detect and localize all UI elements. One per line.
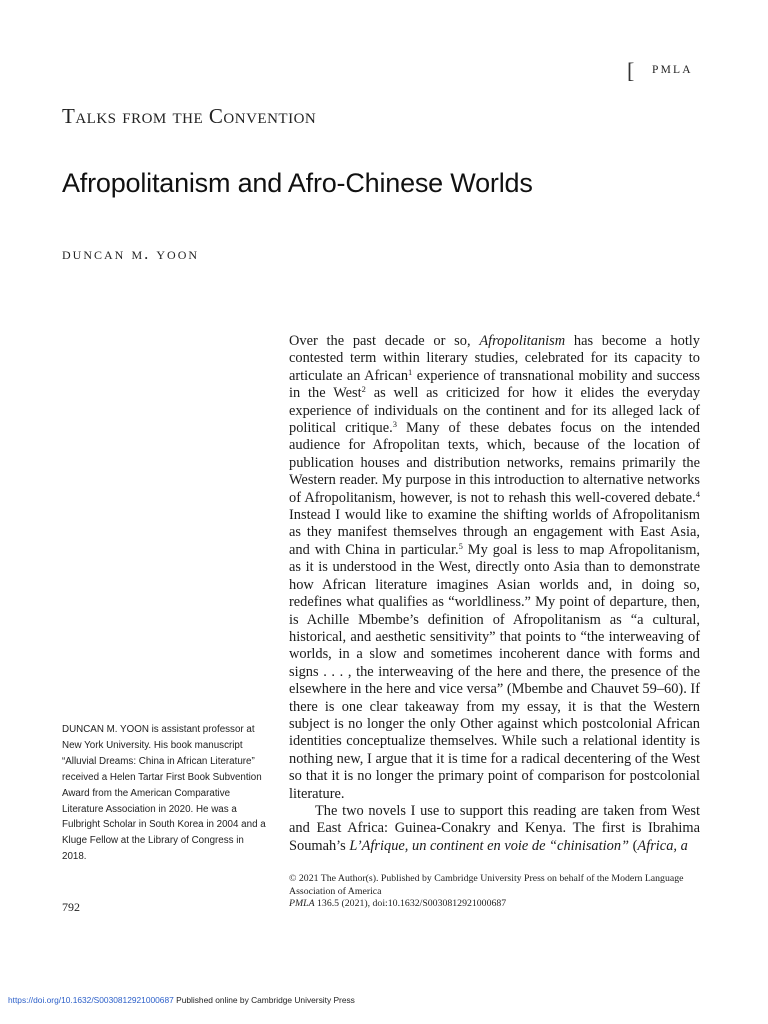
footnote-ref-3[interactable]: 3 — [392, 419, 397, 430]
paragraph-2 — [289, 803, 700, 855]
italic-book-title: L’Afrique, un continent en voie de “chinisation” — [349, 837, 630, 854]
bracket-icon: [ — [627, 58, 635, 83]
text-run: Over the past decade or so, — [289, 333, 480, 349]
series-title: Talks from the Convention — [62, 104, 317, 128]
copyright-line: © 2021 The Author(s). Published by Cambridge University Press on behalf of the Modern Language Association of America — [289, 873, 684, 897]
published-online-text: Published online by Cambridge University Press — [173, 995, 355, 1005]
italic-term: Afropolitanism — [479, 333, 566, 349]
text-run: The two novels I use to support this reading are taken from West and East Africa: Guinea-Conakry and Kenya. The first is Ibrahima Soumah’s — [289, 802, 700, 854]
author-bio: DUNCAN M. YOON is assistant professor at New York University. His book manuscript “Alluvial Dreams: China in African Literature” received a Helen Tartar First Book Subvention Award from the American Comparative Literature Association in 2020. He was a Fulbright Scholar in South Korea in 2004 and a Kluge Fellow at the Library of Congress in 2018. — [62, 724, 266, 863]
italic-book-title: Africa, a — [637, 837, 688, 854]
footer — [8, 995, 355, 1005]
text-run: Instead I would like to examine the shifting worlds of Afropolitanism as they manifest themselves through an engagement with East Asia, and with China in particular. — [289, 507, 700, 558]
text-run: My goal is less to map Afropolitanism, as it is understood in the West, directly onto Asia than to demonstrate how African literature imagines Asian worlds and, in doing so, redefines what qualifies as “worldliness.” My point of departure, then, is Achille Mbembe’s definition of Afropolitanism as “a cultural, historical, and aesthetic sensitivity” that points to “the interweaving of worlds, in a slow and sometimes incoherent dance with forms and signs . . . , the interweaving of the here and there, the presence of the elsewhere in the here and vice versa” (Mbembe and Chauvet 59–60). If there is one clear takeaway from my essay, it is that the Western subject is no longer the only Other against which postcolonial African identities conceptualize themselves. While such a relational identity is nothing new, I argue that it is time for a radical decentering of the West so that it is no longer the primary point of comparison for postcolonial literature. — [289, 541, 701, 802]
footnote-ref-5[interactable]: 5 — [458, 540, 463, 551]
text-run: ( — [629, 837, 638, 854]
text-run: experience of transnational mobility and success in the West — [289, 367, 700, 402]
text-run: has become a hotly contested term within literary studies, celebrated for its capacity to articulate an African — [289, 333, 701, 384]
doi-link[interactable]: https://doi.org/10.1632/S0030812921000687 — [8, 995, 174, 1005]
footnote-ref-4[interactable]: 4 — [695, 488, 700, 499]
citation-line — [289, 898, 700, 911]
citation-journal: PMLA — [289, 898, 315, 909]
footnote-ref-2[interactable]: 2 — [361, 384, 366, 395]
footnote-ref-1[interactable]: 1 — [408, 366, 413, 377]
journal-name: PMLA — [652, 64, 693, 76]
article-title: Afropolitanism and Afro-Chinese Worlds — [62, 168, 533, 198]
paragraph-1 — [289, 333, 700, 803]
author-name: duncan m. yoon — [62, 244, 200, 263]
page-number: 792 — [62, 900, 80, 914]
citation-details: 136.5 (2021), doi:10.1632/S0030812921000687 — [314, 898, 507, 909]
copyright-notice — [289, 873, 700, 911]
article-body — [289, 333, 700, 855]
text-run: as well as criticized for how it elides the everyday experience of individuals on the continent and for its alleged lack of political critique. — [289, 385, 701, 437]
text-run: Many of these debates focus on the intended audience for Afropolitan texts, which, because of the location of publication houses and distribution networks, remains primarily the Western reader. My purpose in this introduction to alternative networks of Afropolitanism, however, is not to rehash this well-covered debate. — [289, 420, 700, 506]
